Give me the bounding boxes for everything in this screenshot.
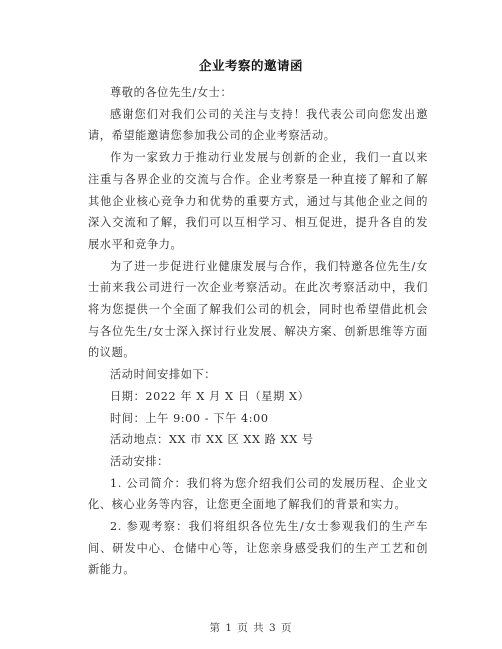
paragraph-background: 作为一家致力于推动行业发展与创新的企业，我们一直以来注重与各界企业的交流与合作。企业考察是一种直接了解和了解其他企业核心竞争力和优势的重要方式，通过与其他企业之间的深入交流和了解，我们可以互相学习、相互促进，提升各自的发展水平和竞争力。	[88, 151, 428, 251]
schedule-location: 活动地点：XX 市 XX 区 XX 路 XX 号	[110, 433, 314, 447]
paragraph-intro: 感谢您们对我们公司的关注与支持！我代表公司向您发出邀请，希望能邀请您参加我公司的企业考察活动。	[88, 107, 428, 143]
page-footer: 第 1 页 共 3 页	[209, 622, 293, 634]
schedule-date: 日期：2022 年 X 月 X 日（星期 X）	[110, 389, 310, 403]
arrangement-item-1: 1. 公司简介：我们将为您介绍我们公司的发展历程、企业文化、核心业务等内容，让您更全面地了解我们的背景和实力。	[88, 476, 428, 512]
schedule-intro: 活动时间安排如下：	[110, 368, 217, 382]
document-body	[88, 82, 428, 581]
paragraph-invitation: 为了进一步促进行业健康发展与合作，我们特邀各位先生/女士前来我公司进行一次企业考察活动。在此次考察活动中，我们将为您提供一个全面了解我们公司的机会，同时也希望借此机会与各位先生/女士深入探讨行业发展、解决方案、创新思维等方面的议题。	[88, 259, 428, 360]
greeting: 尊敬的各位先生/女士：	[110, 86, 233, 99]
schedule-time: 时间：上午 9:00 - 下午 4:00	[110, 411, 269, 425]
arrangement-item-2: 2. 参观考察：我们将组织各位先生/女士参观我们的生产车间、研发中心、仓储中心等，让您亲身感受我们的生产工艺和创新能力。	[88, 520, 428, 577]
document-title: 企业考察的邀请函	[198, 58, 303, 73]
arrangement-intro: 活动安排：	[110, 454, 169, 468]
